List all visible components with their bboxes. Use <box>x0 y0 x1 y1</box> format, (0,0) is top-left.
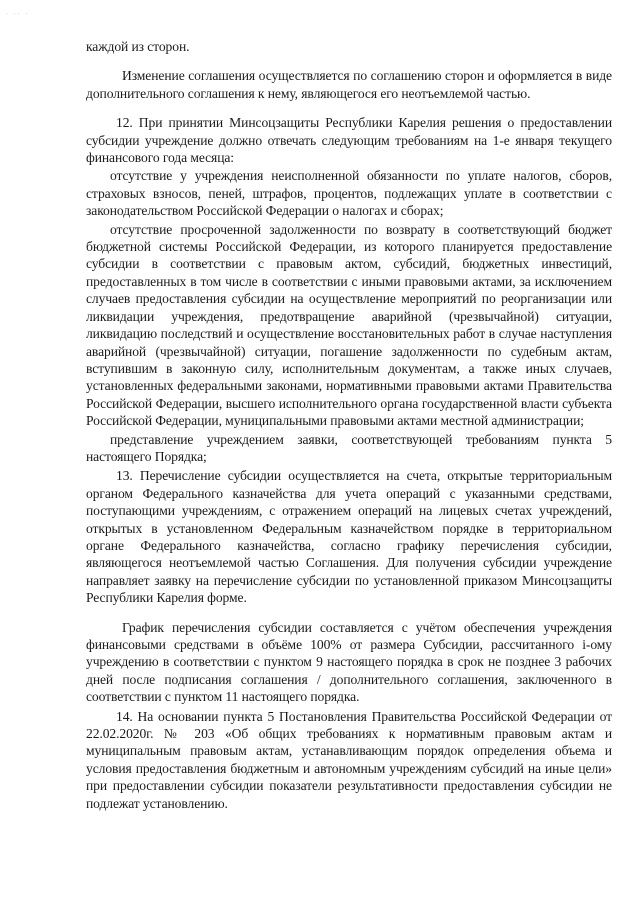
paragraph-14-performance: 14. На основании пункта 5 Постановления Правительства Российской Федерации от 22.02.2020г. № 203 «Об общих требованиях к нормативным правовым актам и муниципальным правовым актам, устанавливающим порядок определения объема и условия предоставления бюджетным и автономным учреждениям субсидий на иные цели» при предоставлении субсидии показатели результативности предоставления субсидии не подлежат установлению. <box>86 708 612 811</box>
paragraph-agreement-change: Изменение соглашения осуществляется по соглашению сторон и оформляется в виде дополнительного соглашения к нему, являющегося его неотъемлемой частью. <box>86 68 612 101</box>
paragraph-12-requirements: 12. При принятии Минсоцзащиты Республики Карелия решения о предоставлении субсидии учреждение должно отвечать следующим требованиям на 1-е января текущего финансового года месяца: <box>86 115 612 166</box>
paragraph-transfer-schedule: График перечисления субсидии составляется с учётом обеспечения учреждения финансовыми средствами в объёме 100% от размера Субсидии, рассчитанного i-ому учреждению в соответствии с пунктом 9 настоящего порядка в срок не позднее 3 рабочих дней после подписания соглашения / дополнительного соглашения, заключенного в соответствии с пунктом 11 настоящего порядка. <box>86 619 612 705</box>
paragraph-continuation: каждой из сторон. <box>86 39 190 54</box>
paragraph-no-overdue-debt: отсутствие просроченной задолженности по возврату в соответствующий бюджет бюджетной системы Российской Федерации, из которого планируется предоставление субсидии в соответствии с правовым актом, субсидий, бюджетных инвестиций, предоставленных в том числе в соответствии с иными правовыми актами, за исключением случаев предоставления субсидии на осуществление мероприятий по реорганизации или ликвидации учреждения, предотвращение аварийной (чрезвычайной) ситуации, ликвидацию последствий и осуществление восстановительных работ в случае наступления аварийной (чрезвычайной) ситуации, погашение задолженности по судебным актам, вступившим в законную силу, исполнительным документам, а также иных случаев, установленных федеральными законами, нормативными правовыми актами Правительства Российской Федерации, высшего исполнительного органа государственной власти субъекта Российской Федерации, муниципальными правовыми актами местной администрации; <box>86 221 612 429</box>
paragraph-no-tax-debt: отсутствие у учреждения неисполненной обязанности по уплате налогов, сборов, страховых взносов, пеней, штрафов, процентов, подлежащих уплате в соответствии с законодательством Российской Федерации о налогах и сборах; <box>86 168 612 219</box>
scan-corner-mark: · ·· · <box>6 11 30 18</box>
paragraph-application: представление учреждением заявки, соответствующей требованиям пункта 5 настоящего Порядка; <box>86 431 612 464</box>
paragraph-13-transfer: 13. Перечисление субсидии осуществляется на счета, открытые территориальным органом Федерального казначейства для учета операций с указанными средствами, поступающими учреждениям, с отражением операций на лицевых счетах учреждений, открытых в установленном Федеральным казначейством порядке в территориальном органе Федерального казначейства, согласно графику перечисления субсидии, являющегося неотъемлемой частью Соглашения. Для получения субсидии учреждение направляет заявку на перечисление субсидии по установленной приказом Минсоцзащиты Республики Карелия форме. <box>86 468 612 606</box>
